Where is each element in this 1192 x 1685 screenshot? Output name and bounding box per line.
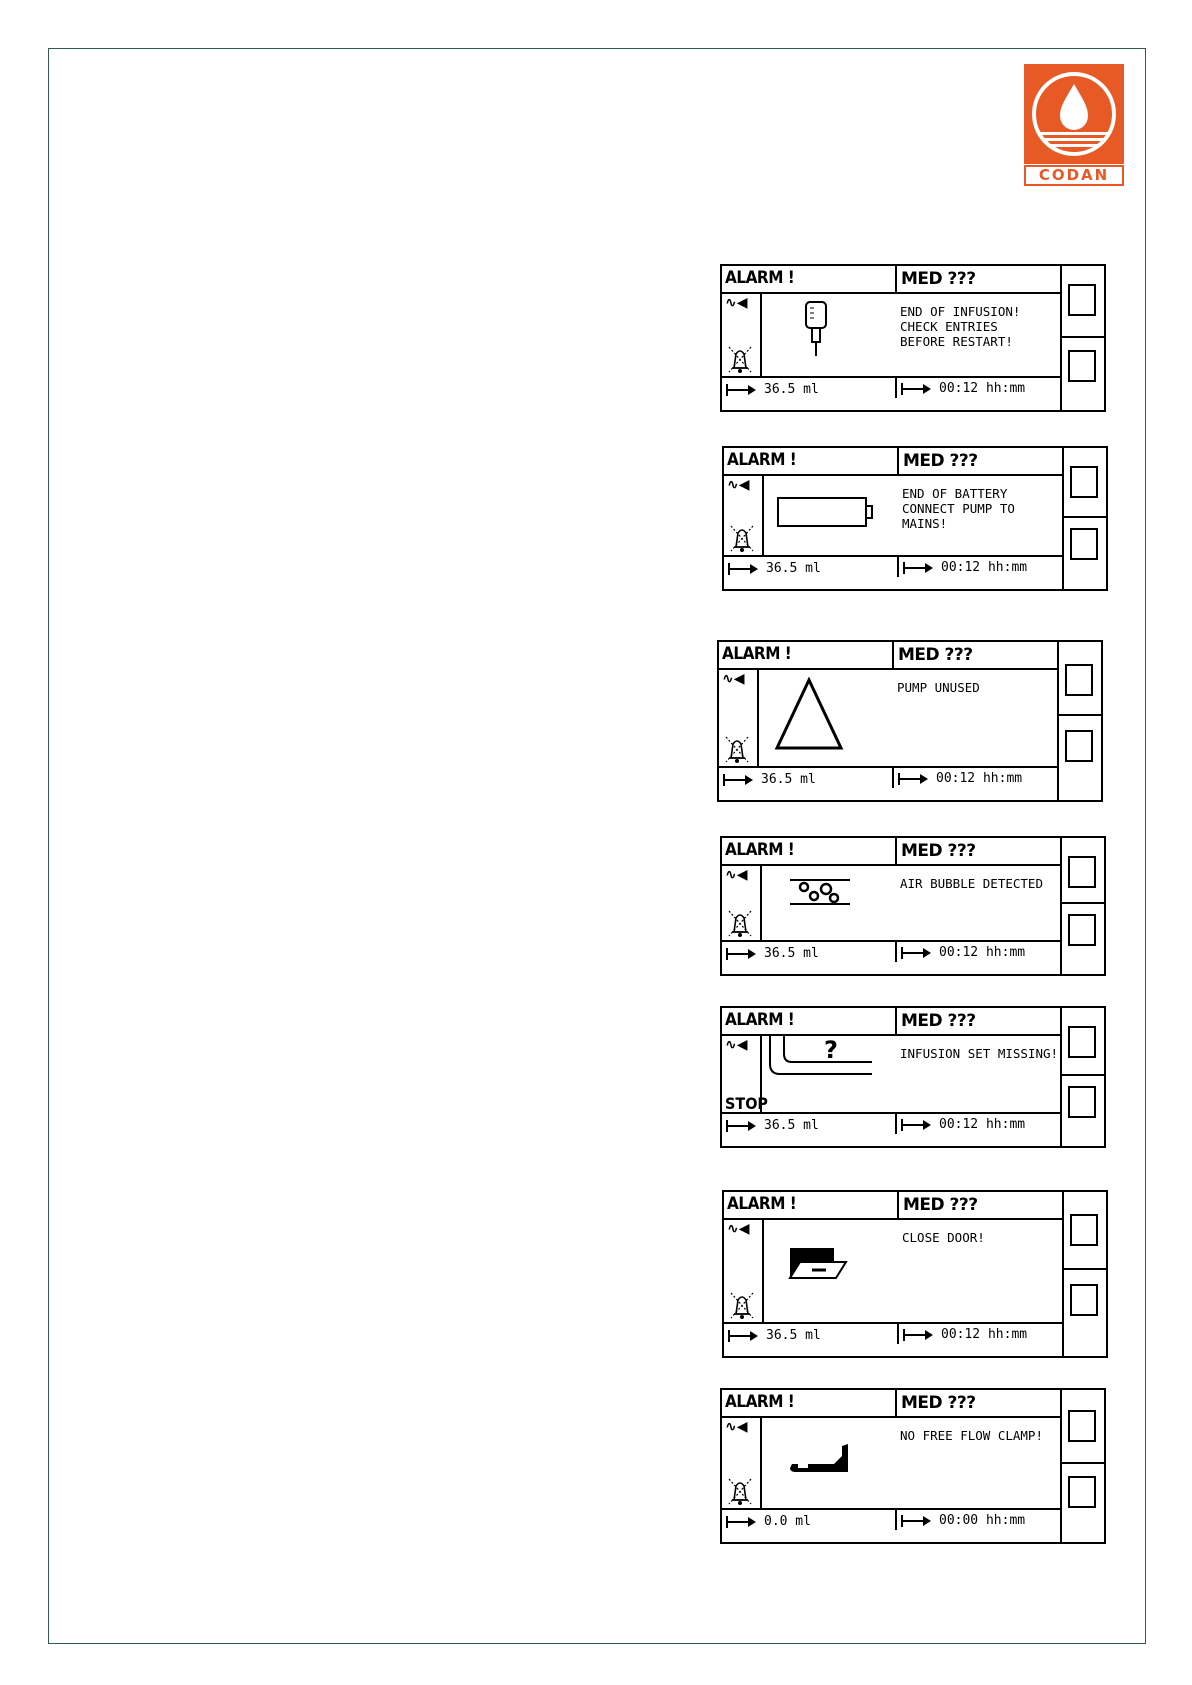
status-column [722,292,762,378]
drop-logo-icon [1024,64,1124,164]
open-door-icon [764,1218,892,1324]
time-value: 00:12 hh:mm [939,1117,1026,1132]
softkey-separator [1062,336,1104,338]
medication-label: MED ??? [895,1008,976,1034]
mains-plug-icon: ∿◀ [725,867,748,883]
medication-label: MED ??? [897,448,978,474]
warning-triangle-icon [759,668,887,768]
alarm-screen [720,1006,1106,1148]
alarm-message: AIR BUBBLE DETECTED [900,876,1043,891]
time-readout [895,1114,1025,1134]
softkey-upper[interactable] [1070,1214,1098,1246]
alarm-label: ALARM ! [722,644,792,664]
alarm-screen [722,446,1108,591]
alarm-message: CLOSE DOOR! [902,1230,985,1245]
volume-arrow-icon [726,948,756,960]
time-arrow-icon [903,562,933,574]
softkey-lower[interactable] [1068,914,1096,946]
time-arrow-icon [901,1119,931,1131]
mains-plug-icon: ∿◀ [727,477,750,493]
softkey-upper[interactable] [1065,664,1093,696]
time-value: 00:12 hh:mm [936,771,1023,786]
screen-header [722,838,1062,866]
battery-icon [764,474,892,557]
time-value: 00:12 hh:mm [939,945,1026,960]
svg-text:?: ? [824,1036,838,1064]
mains-plug-icon: ∿◀ [727,1221,750,1237]
volume-value: 36.5 ml [764,382,819,397]
missing-set-icon [762,1034,890,1114]
time-readout [895,942,1025,962]
volume-readout [726,944,819,964]
alarm-label: ALARM ! [727,450,797,470]
volume-value: 36.5 ml [766,1328,821,1343]
alarm-label: ALARM ! [725,840,795,860]
screen-header [724,448,1064,476]
softkey-column [1062,1192,1106,1356]
screen-footer [722,1508,1062,1542]
volume-readout [723,770,816,790]
softkey-separator [1062,1074,1104,1076]
infusion-bag-icon [762,292,890,378]
softkey-column [1062,448,1106,589]
screen-footer [724,555,1064,589]
time-value: 00:12 hh:mm [941,560,1028,575]
volume-arrow-icon [728,1330,758,1342]
softkey-column [1057,642,1101,800]
softkey-upper[interactable] [1068,284,1096,316]
time-value: 00:12 hh:mm [939,381,1026,396]
time-arrow-icon [901,1515,931,1527]
volume-readout [728,559,821,579]
alarm-muted-bell-icon [728,1290,756,1320]
screen-header [722,1008,1062,1036]
time-value: 00:12 hh:mm [941,1327,1028,1342]
softkey-upper[interactable] [1068,856,1096,888]
medication-label: MED ??? [897,1192,978,1218]
alarm-label: ALARM ! [725,268,795,288]
volume-readout [726,1116,819,1136]
status-column [722,1034,768,1114]
alarm-muted-bell-icon [726,908,754,938]
alarm-message: END OF INFUSION! CHECK ENTRIES BEFORE RESTART! [900,304,1021,349]
medication-label: MED ??? [895,838,976,864]
time-readout [897,1324,1027,1344]
softkey-lower[interactable] [1068,350,1096,382]
softkey-column [1060,1008,1104,1146]
medication-label: MED ??? [892,642,973,668]
alarm-message: PUMP UNUSED [897,680,980,695]
alarm-message: NO FREE FLOW CLAMP! [900,1428,1043,1443]
time-arrow-icon [901,383,931,395]
time-arrow-icon [903,1329,933,1341]
time-readout [897,557,1027,577]
alarm-screen [722,1190,1108,1358]
alarm-screen [720,1388,1106,1544]
alarm-label: ALARM ! [725,1392,795,1412]
softkey-column [1060,1390,1104,1542]
screen-header [722,1390,1062,1418]
clamp-icon [762,1416,890,1510]
status-column [719,668,759,768]
time-arrow-icon [898,773,928,785]
mains-plug-icon: ∿◀ [725,1037,748,1053]
volume-arrow-icon [723,774,753,786]
screen-footer [722,376,1062,410]
softkey-separator [1062,1462,1104,1464]
mains-plug-icon: ∿◀ [725,1419,748,1435]
alarm-message: END OF BATTERY CONNECT PUMP TO MAINS! [902,486,1015,531]
screen-header [722,266,1062,294]
status-column [722,864,762,942]
softkey-lower[interactable] [1068,1086,1096,1118]
alarm-muted-bell-icon [723,734,751,764]
status-column [724,1218,764,1324]
mains-plug-icon: ∿◀ [725,295,748,311]
alarm-muted-bell-icon [726,344,754,374]
alarm-screen [717,640,1103,802]
volume-arrow-icon [726,1120,756,1132]
softkey-lower[interactable] [1070,528,1098,560]
volume-value: 36.5 ml [766,561,821,576]
softkey-separator [1064,516,1106,518]
volume-readout [726,380,819,400]
alarm-muted-bell-icon [728,523,756,553]
screen-footer [719,766,1059,800]
alarm-screen [720,836,1106,976]
air-bubble-icon [762,864,890,942]
screen-footer [722,940,1062,974]
time-readout [895,378,1025,398]
softkey-separator [1059,714,1101,716]
softkey-upper[interactable] [1068,1410,1096,1442]
status-column [722,1416,762,1510]
screen-footer [722,1112,1062,1146]
medication-label: MED ??? [895,1390,976,1416]
softkey-column [1060,266,1104,410]
volume-value: 36.5 ml [764,1118,819,1133]
mains-plug-icon: ∿◀ [722,671,745,687]
volume-arrow-icon [726,384,756,396]
logo-text: CODAN [1024,165,1124,186]
volume-readout [726,1512,811,1532]
softkey-lower[interactable] [1068,1476,1096,1508]
volume-readout [728,1326,821,1346]
volume-arrow-icon [728,563,758,575]
time-value: 00:00 hh:mm [939,1513,1026,1528]
status-column [724,474,764,557]
volume-arrow-icon [726,1516,756,1528]
softkey-column [1060,838,1104,974]
softkey-separator [1064,1268,1106,1270]
softkey-separator [1062,902,1104,904]
volume-value: 36.5 ml [764,946,819,961]
alarm-screen [720,264,1106,412]
time-arrow-icon [901,947,931,959]
time-readout [895,1510,1025,1530]
softkey-upper[interactable] [1070,466,1098,498]
volume-value: 0.0 ml [764,1514,811,1529]
softkey-upper[interactable] [1068,1026,1096,1058]
volume-value: 36.5 ml [761,772,816,787]
alarm-label: ALARM ! [725,1010,795,1030]
softkey-lower[interactable] [1065,730,1093,762]
screen-header [719,642,1059,670]
stop-label: STOP [725,1094,768,1113]
screen-footer [724,1322,1064,1356]
softkey-lower[interactable] [1070,1284,1098,1316]
alarm-muted-bell-icon [726,1476,754,1506]
medication-label: MED ??? [895,266,976,292]
time-readout [892,768,1022,788]
codan-logo [1024,64,1124,188]
screen-header [724,1192,1064,1220]
alarm-label: ALARM ! [727,1194,797,1214]
alarm-message: INFUSION SET MISSING! [900,1046,1059,1061]
